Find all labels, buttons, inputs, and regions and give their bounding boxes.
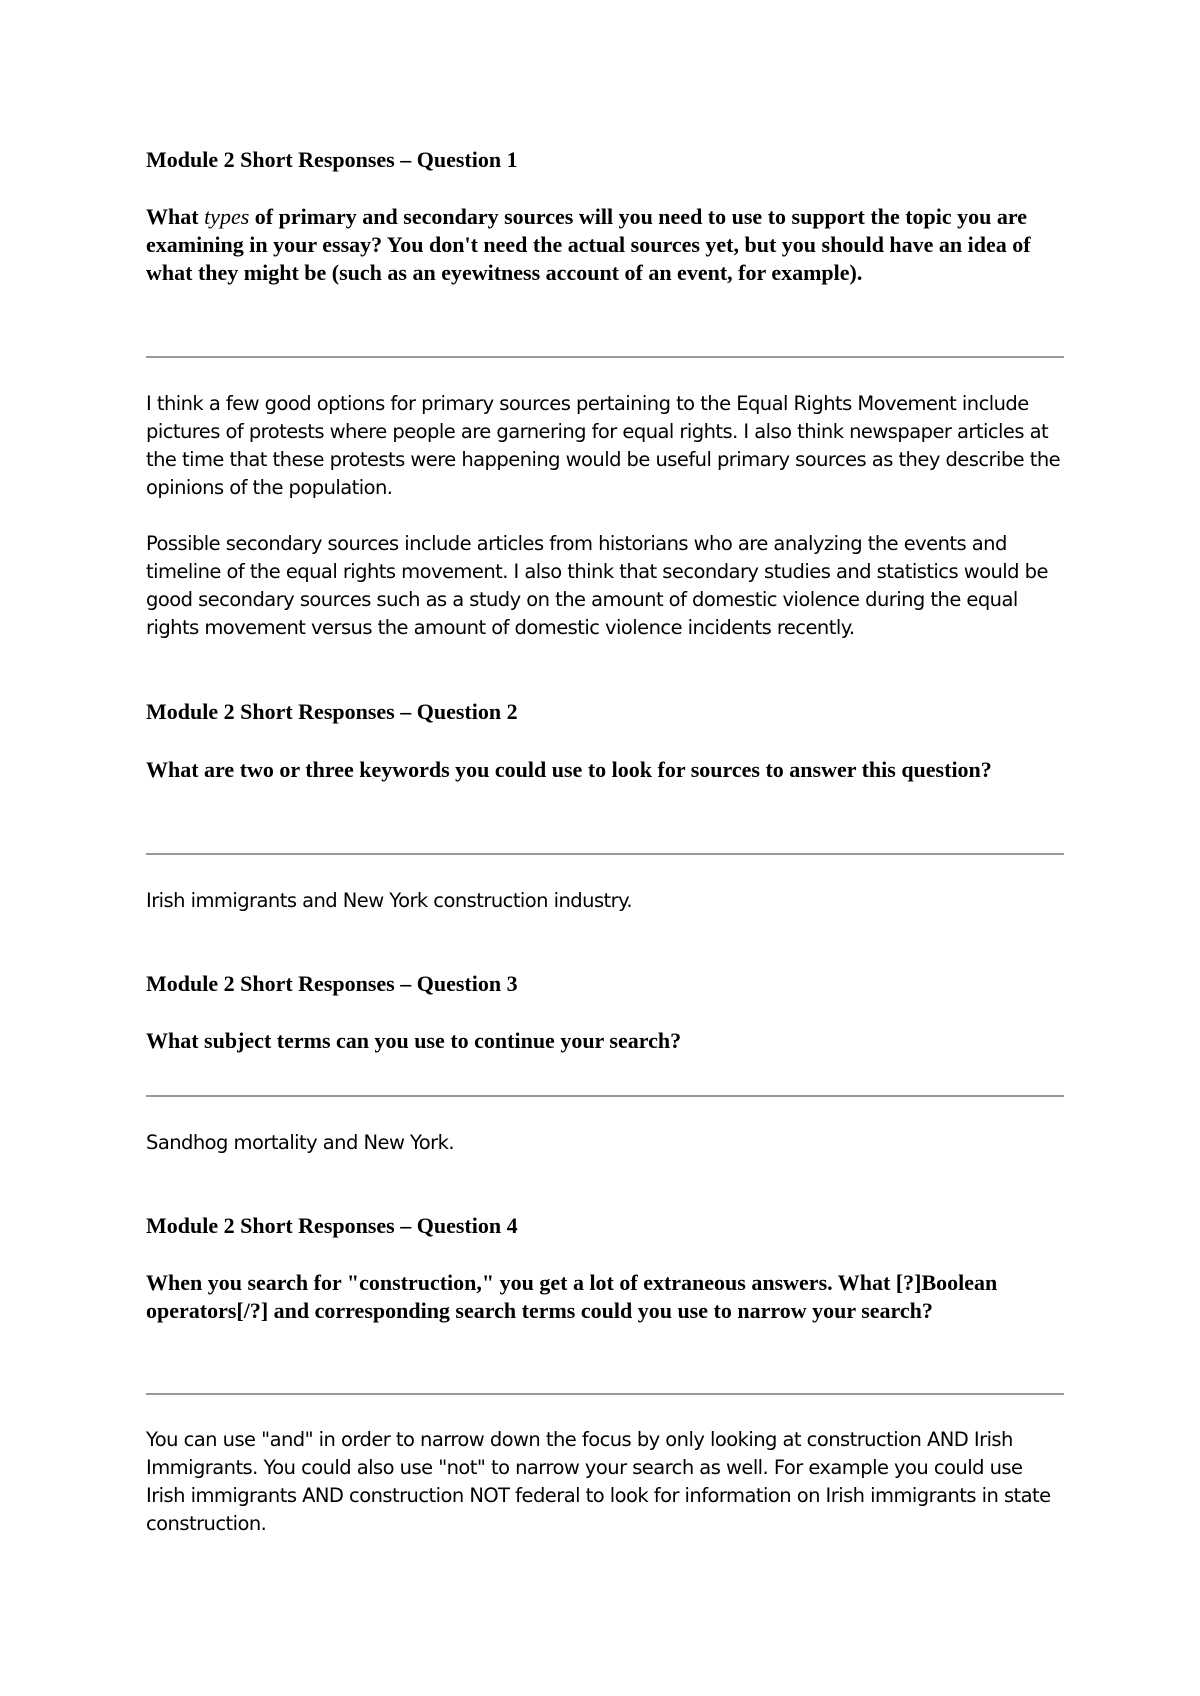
answer-paragraph: Irish immigrants and New York construction industry. xyxy=(146,889,632,912)
answer-paragraph: Possible secondary sources include articles from historians who are analyzing the events and timeline of the equal rights movement. I also think that secondary studies and statistics would be good secondary sources such as a study on the amount of domestic violence during the equal rights movement versus the amount of domestic violence incidents recently. xyxy=(146,532,1048,639)
question-prefix: What xyxy=(146,204,205,229)
question-text: What are two or three keywords you could use to look for sources to answer this question? xyxy=(146,757,992,782)
section-heading: Module 2 Short Responses – Question 4 xyxy=(146,1213,518,1238)
section-heading: Module 2 Short Responses – Question 1 xyxy=(146,147,518,172)
divider-rule xyxy=(146,356,1064,358)
question-text: When you search for "construction," you get a lot of extraneous answers. What [?]Boolean operators[/?] and corresponding search terms could you use to narrow your search? xyxy=(146,1270,998,1323)
question-rest: of primary and secondary sources will you need to use to support the topic you are examining in your essay? You don't need the actual sources yet, but you should have an idea of what they might be (such as an eyewitness account of an event, for example). xyxy=(146,204,1031,285)
section-heading: Module 2 Short Responses – Question 2 xyxy=(146,699,518,724)
divider-rule xyxy=(146,1095,1064,1097)
answer-paragraph: You can use "and" in order to narrow down the focus by only looking at construction AND Irish Immigrants. You could also use "not" to narrow your search as well. For example you could use Irish immigrants AND construction NOT federal to look for information on Irish immigrants in state construction. xyxy=(146,1428,1051,1535)
section-heading: Module 2 Short Responses – Question 3 xyxy=(146,971,518,996)
answer-paragraph: I think a few good options for primary sources pertaining to the Equal Rights Movement include pictures of protests where people are garnering for equal rights. I also think newspaper articles at the time that these protests were happening would be useful primary sources as they describe the opinions of the population. xyxy=(146,392,1061,499)
question-italic-word: types xyxy=(204,204,250,229)
divider-rule xyxy=(146,853,1064,855)
answer-paragraph: Sandhog mortality and New York. xyxy=(146,1131,455,1154)
divider-rule xyxy=(146,1393,1064,1395)
question-text: What subject terms can you use to continue your search? xyxy=(146,1028,682,1053)
question-text xyxy=(146,203,1066,287)
